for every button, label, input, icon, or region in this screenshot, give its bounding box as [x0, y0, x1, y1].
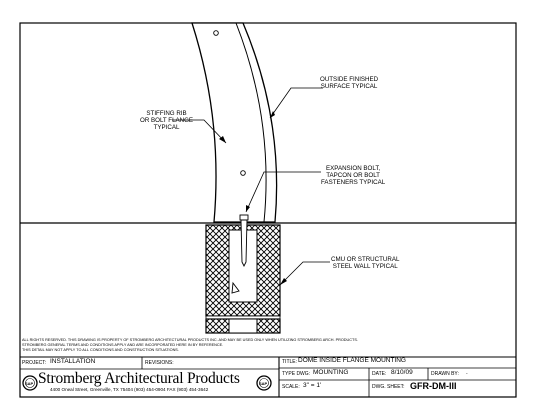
expansion-bolt-head: [240, 215, 248, 220]
company-address: 4400 Oneal Street, Greenville, TX 75404 (903) 454-0904 FAX (903) 454-3642: [50, 387, 209, 392]
label-stiffing-rib: STIFFING RIB OR BOLT FLANGE TYPICAL: [140, 110, 194, 132]
scale-label: SCALE:: [282, 384, 300, 390]
drawn-value: .: [466, 369, 468, 376]
company-name: Stromberg Architectural Products: [38, 370, 240, 387]
label-cmu: CMU OR STRUCTURAL STEEL WALL TYPICAL: [331, 256, 400, 271]
leader-outside-finished: [270, 88, 323, 118]
note-conditions: THIS DETAIL MAY NOT APPLY TO ALL CONDITIONS AND CONSTRUCTION SITUATIONS.: [22, 348, 179, 352]
title-value: DOME INSIDE FLANGE MOUNTING: [298, 357, 406, 364]
scale-value: 3" = 1': [303, 382, 322, 389]
label-outside-finished: OUTSIDE FINISHED SURFACE TYPICAL: [320, 76, 379, 91]
note-rights: ALL RIGHTS RESERVED. THIS DRAWING IS PROPERTY OF STROMBERG ARCHITECTURAL PRODUCTS INC. AND MAY BE USED ONLY WHEN UTILIZING STROMBERG ARCH. PRODUCTS.: [22, 338, 358, 342]
dome-shell: [192, 23, 277, 222]
sheet-label: DWG. SHEET:: [372, 384, 405, 390]
project-value: INSTALLATION: [50, 358, 96, 365]
logo-text-right: SAP: [259, 381, 268, 386]
project-label: PROJECT:: [22, 360, 47, 366]
label-expansion-bolt: EXPANSION BOLT, TAPCON OR BOLT FASTENERS TYPICAL: [321, 165, 386, 187]
sheet-value: GFR-DM-III: [410, 381, 457, 391]
date-label: DATE:: [372, 371, 387, 377]
expansion-bolt-shank: [241, 220, 247, 266]
revisions-label: REVISIONS:: [145, 360, 174, 366]
date-value: 8/10/09: [391, 369, 413, 376]
note-terms: STROMBERG GENERAL TERMS AND CONDITIONS APPLY AND ARE INCORPORATED HERE IN BY REFERENCE.: [22, 343, 224, 347]
leader-cmu: [280, 262, 330, 285]
drawn-label: DRAWN BY:: [431, 371, 459, 377]
logo-text-left: SAP: [25, 381, 34, 386]
type-value: MOUNTING: [313, 369, 349, 376]
type-label: TYPE DWG:: [282, 371, 311, 377]
cmu-lower-void: [229, 319, 257, 333]
title-label: TITLE:: [282, 359, 298, 365]
